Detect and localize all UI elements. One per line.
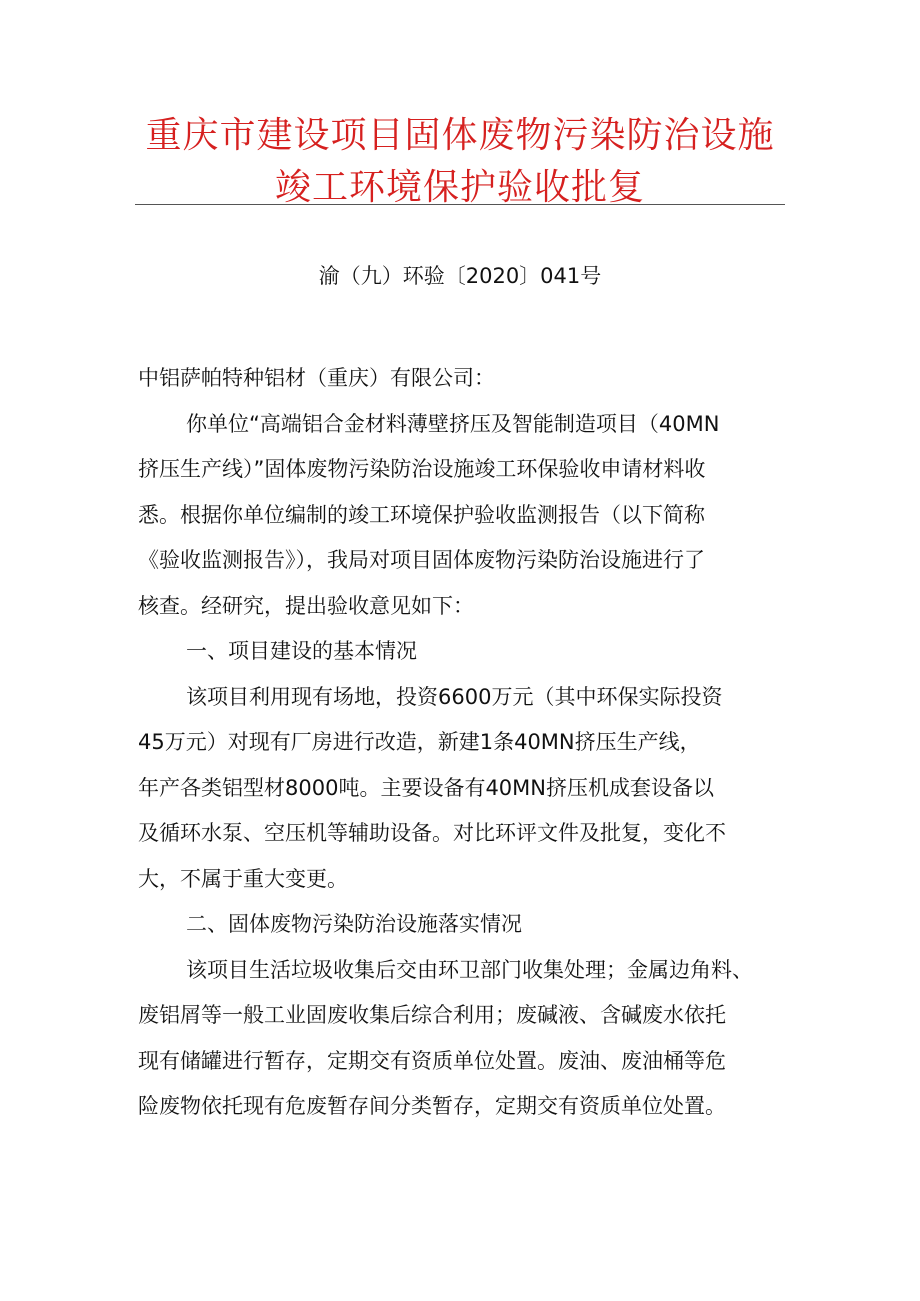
title-line-2: 竣工环境保护验收批复 bbox=[274, 167, 645, 208]
section-1-line: 年产各类铝型材8000吨。主要设备有40MN挤压机成套设备以 bbox=[138, 775, 714, 800]
title-divider bbox=[135, 204, 785, 205]
title-line-1: 重庆市建设项目固体废物污染防治设施 bbox=[145, 115, 775, 156]
document-number: 渝（九）环验〔2020〕041号 bbox=[318, 264, 602, 288]
document-body bbox=[138, 356, 788, 1130]
intro-line: 挤压生产线）”固体废物污染防治设施竣工环保验收申请材料收 bbox=[138, 457, 706, 481]
section-1-line: 45万元）对现有厂房进行改造，新建1条40MN挤压生产线， bbox=[138, 730, 701, 754]
addressee: 中铝萨帕特种铝材（重庆）有限公司： bbox=[138, 366, 495, 390]
intro-line: 悉。根据你单位编制的竣工环境保护验收监测报告（以下简称 bbox=[138, 502, 705, 527]
section-2-line: 险废物依托现有危废暂存间分类暂存，定期交有资质单位处置。 bbox=[138, 1094, 726, 1118]
section-2-line: 废铝屑等一般工业固废收集后综合利用；废碱液、含碱废水依托 bbox=[138, 1003, 726, 1027]
document-title bbox=[135, 110, 785, 214]
section-1-line: 大，不属于重大变更。 bbox=[138, 866, 348, 891]
intro-line: 你单位“高端铝合金材料薄壁挤压及智能制造项目（40MN bbox=[186, 411, 720, 436]
intro-line: 核查。经研究，提出验收意见如下： bbox=[138, 593, 474, 618]
section-1-line: 及循环水泵、空压机等辅助设备。对比环评文件及批复，变化不 bbox=[138, 821, 726, 845]
section-2-heading: 二、固体废物污染防治设施落实情况 bbox=[186, 912, 522, 936]
section-1-heading: 一、项目建设的基本情况 bbox=[186, 639, 417, 663]
section-2-line: 该项目生活垃圾收集后交由环卫部门收集处理；金属边角料、 bbox=[186, 957, 753, 982]
section-2-line: 现有储罐进行暂存，定期交有资质单位处置。废油、废油桶等危 bbox=[138, 1048, 726, 1073]
intro-line: 《验收监测报告》），我局对项目固体废物污染防治设施进行了 bbox=[138, 548, 705, 572]
section-1-line: 该项目利用现有场地，投资6600万元（其中环保实际投资 bbox=[186, 684, 723, 709]
